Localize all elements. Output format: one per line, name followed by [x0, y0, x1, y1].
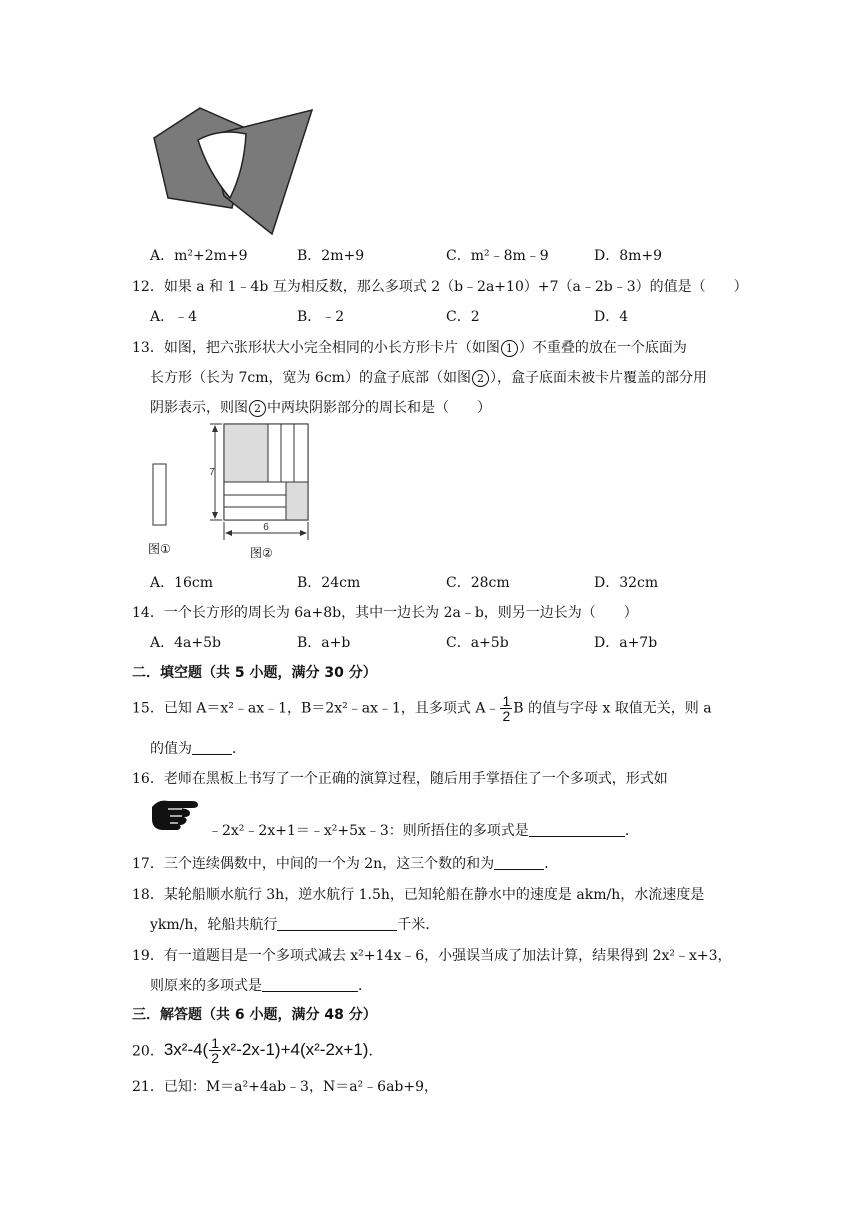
q11-option-d[interactable]: D．8m+9: [594, 248, 663, 264]
q17-stem: 17．三个连续偶数中，中间的一个为 2n，这三个数的和为 ．: [132, 856, 559, 872]
q11-option-a[interactable]: A．m²+2m+9: [150, 248, 248, 264]
hand-icon: [148, 795, 208, 833]
q13-figure-1: [150, 462, 170, 528]
figure-ref-2: 2: [472, 370, 489, 387]
figure-ref-1: 1: [501, 340, 518, 357]
shaded-region-top: [224, 424, 268, 482]
q12-option-d[interactable]: D．4: [594, 309, 629, 325]
fraction-one-half: $\frac{1}{2}$: [502, 693, 511, 724]
width-dimension-label: 6: [263, 522, 269, 533]
q15-answer-blank[interactable]: [192, 740, 232, 755]
q14-option-b[interactable]: B．a+b: [297, 635, 351, 651]
q13-option-b[interactable]: B．24cm: [297, 575, 361, 591]
q16-answer-blank[interactable]: [529, 822, 625, 837]
q12-option-b[interactable]: B．﹣2: [297, 309, 345, 325]
q13-figure-2: [204, 418, 316, 546]
q14-option-a[interactable]: A．4a+5b: [150, 635, 221, 651]
q13-figure-2-label: 图②: [250, 546, 273, 560]
q11-option-c[interactable]: C．m²﹣8m﹣9: [446, 248, 549, 264]
q13-option-c[interactable]: C．28cm: [446, 575, 510, 591]
shaded-region-bottom: [286, 482, 308, 520]
q16-stem-line1: 16．老师在黑板上书写了一个正确的演算过程，随后用手掌捂住了一个多项式，形式如: [132, 771, 668, 787]
q13-figure-1-label: 图①: [148, 542, 171, 556]
q19-stem-line2: 则原来的多项式是 ．: [150, 978, 372, 994]
q18-answer-blank[interactable]: [277, 916, 397, 931]
q21-stem: 21．已知：M＝a²+4ab﹣3，N＝a²﹣6ab+9，: [132, 1079, 439, 1095]
q19-answer-blank[interactable]: [262, 977, 358, 992]
q16-stem-line2: ﹣2x²﹣2x+1＝﹣x²+5x﹣3：则所捂住的多项式是 ．: [208, 823, 639, 839]
section-3-heading: 三．解答题（共 6 小题，满分 48 分）: [132, 1007, 377, 1023]
vertical-card: [294, 424, 308, 482]
figure-ref-3: 2: [249, 400, 266, 417]
q14-option-d[interactable]: D．a+7b: [594, 635, 658, 651]
q20-expression: 3x²-4( $\frac{1}{2}$ x²-2x-1)+4(x²-2x+1): [163, 1035, 369, 1066]
vertical-card: [281, 424, 294, 482]
q14-stem: 14．一个长方形的周长为 6a+8b，其中一边长为 2a﹣b，则另一边长为（ ）: [132, 605, 638, 621]
section-2-heading: 二．填空题（共 5 小题，满分 30 分）: [132, 665, 377, 681]
q13-stem-line1: 13．如图，把六张形状大小完全相同的小长方形卡片（如图 1 ）不重叠的放在一个底面为: [132, 340, 687, 356]
q19-stem-line1: 19．有一道题目是一个多项式减去 x²+14x﹣6，小强误当成了加法计算，结果得到 2x²﹣x+3，: [132, 948, 732, 964]
q13-stem-line2: 长方形（长为 7cm，宽为 6cm）的盒子底部（如图 2 ），盒子底面未被卡片覆盖的部分用: [150, 370, 707, 386]
horizontal-card: [224, 482, 286, 495]
q13-stem-line3: 阴影表示，则图 2 中两块阴影部分的周长和是（ ）: [150, 400, 491, 416]
q11-overlap-figure: [148, 104, 318, 240]
q15-stem-line1: 15．已知 A＝x²﹣ax﹣1，B＝2x²﹣ax﹣1，且多项式 A﹣ $\frac{1}{2}$ B 的值与字母 x 取值无关，则 a: [132, 693, 712, 724]
q12-stem: 12．如果 a 和 1﹣4b 互为相反数，那么多项式 2（b﹣2a+10）+7（a﹣2b﹣3）的值是（ ）: [132, 279, 748, 295]
q18-stem-line1: 18．某轮船顺水航行 3h，逆水航行 1.5h，已知轮船在静水中的速度是 akm/h，水流速度是: [132, 887, 705, 903]
card-rectangle: [153, 464, 166, 525]
q11-option-b[interactable]: B．2m+9: [297, 248, 365, 264]
q20-stem: 20．3x²-4( $\frac{1}{2}$ x²-2x-1)+4(x²-2x+1)．: [132, 1035, 383, 1066]
vertical-card: [268, 424, 281, 482]
q18-stem-line2: ykm/h，轮船共航行 千米．: [150, 917, 440, 933]
q13-option-a[interactable]: A．16cm: [150, 575, 214, 591]
q12-option-a[interactable]: A．﹣4: [150, 309, 198, 325]
q17-answer-blank[interactable]: [494, 855, 544, 870]
horizontal-card: [224, 495, 286, 507]
horizontal-card: [224, 507, 286, 520]
q15-stem-line2: 的值为 ．: [150, 741, 246, 757]
q12-option-c[interactable]: C．2: [446, 309, 480, 325]
fraction-one-half: $\frac{1}{2}$: [211, 1035, 220, 1066]
height-dimension-label: 7: [209, 467, 215, 478]
q14-option-c[interactable]: C．a+5b: [446, 635, 509, 651]
q13-option-d[interactable]: D．32cm: [594, 575, 659, 591]
